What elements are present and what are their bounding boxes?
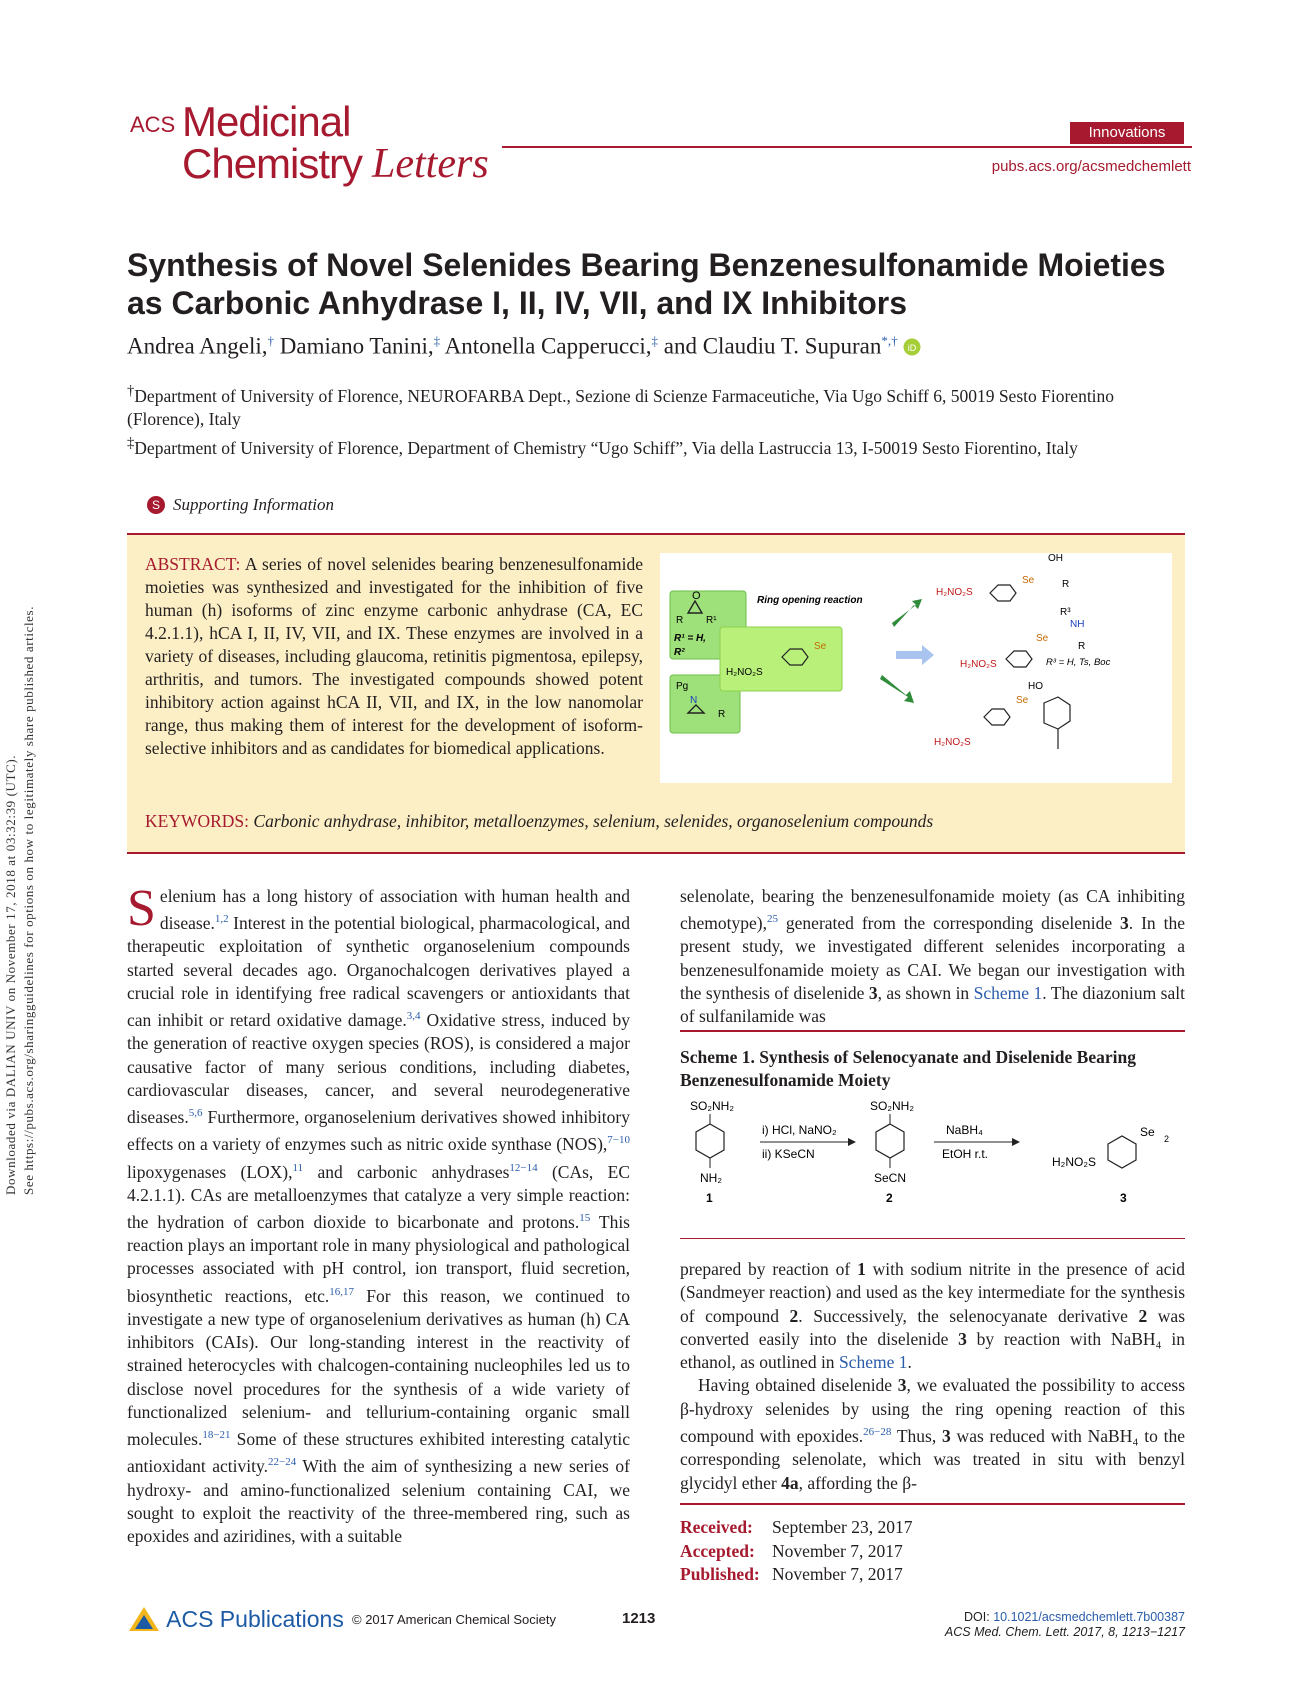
download-notice-line2: See https://pubs.acs.org/sharingguidelines for options on how to legitimately share published articles.	[21, 605, 36, 1195]
citation-link[interactable]: 18−21	[202, 1429, 231, 1442]
author-name[interactable]: Antonella Capperucci,	[444, 333, 652, 359]
citation-link[interactable]: 3,4	[406, 1010, 421, 1023]
epoxide-r1: R¹	[706, 615, 717, 626]
dropcap: S	[127, 880, 156, 937]
abstract-text	[145, 553, 643, 760]
scheme-link[interactable]: Scheme 1	[973, 983, 1043, 1004]
abstract-heading: ABSTRACT:	[145, 554, 241, 574]
citation-link[interactable]: 7−10	[607, 1134, 630, 1147]
supporting-info-icon: S	[147, 496, 165, 514]
accepted-date: Accepted: November 7, 2017	[680, 1540, 903, 1561]
arrow-right-icon	[896, 645, 934, 665]
cmp1-ring	[696, 1124, 724, 1158]
product1-r: R	[1062, 579, 1070, 590]
affiliation-mark: ‡	[127, 435, 135, 451]
cmp1-num: 1	[706, 1191, 713, 1205]
cmp2-num: 2	[886, 1191, 893, 1205]
journal-logo-medicinal: Medicinal	[182, 98, 351, 145]
abstract-body: A series of novel selenides bearing benzenesulfonamide moieties was synthesized and investigated for the inhibition of five human (h) isoforms of zinc enzyme carbonic anhydrase (CA, EC 4.2.1.1), hCA I, II, IV, VII, and IX. These enzymes are involved in a variety of diseases, including glaucoma, retinitis pigmentosa, epilepsy, arthritis, and tumors. The investigated compounds showed potent inhibitory action against hCA II, VII, and IX, in the low nanomolar range, thus making them of interest for the development of isoform-selective inhibitors and as candidates for biomedical applications.	[145, 554, 643, 758]
ring-opening-label: Ring opening reaction	[757, 595, 863, 606]
published-date: Published: November 7, 2017	[680, 1564, 903, 1584]
citation-link[interactable]: 25	[766, 913, 778, 926]
citation-link[interactable]: 26−28	[863, 1426, 892, 1439]
affiliation-mark: †	[127, 383, 135, 399]
author-list	[127, 333, 921, 360]
product2-r: R	[1078, 641, 1086, 652]
download-notice	[2, 515, 38, 1195]
journal-url-link[interactable]: pubs.acs.org/acsmedchemlett	[991, 158, 1191, 175]
citation: ACS Med. Chem. Lett. 2017, 8, 1213−1217	[944, 1625, 1185, 1639]
author-affiliation-mark: †	[267, 333, 275, 348]
product3-h2no2s: H₂NO₂S	[934, 737, 971, 748]
citation-link[interactable]: 22−24	[267, 1456, 297, 1469]
orcid-icon[interactable]	[903, 338, 921, 356]
product1-h2no2s: H₂NO₂S	[936, 587, 973, 598]
cmp3-left: H₂NO₂S	[1052, 1155, 1096, 1169]
author-affiliation-mark: ‡	[651, 333, 658, 348]
dates-rule	[680, 1503, 1185, 1505]
author-name[interactable]: and Claudiu T. Supuran	[663, 333, 882, 359]
product1-ring	[990, 585, 1016, 601]
doi-link[interactable]: 10.1021/acsmedchemlett.7b00387	[993, 1610, 1185, 1624]
svg-text:iD: iD	[908, 342, 917, 353]
product3-se: Se	[1016, 695, 1029, 706]
scheme-figure	[680, 1100, 1185, 1220]
cmp2-bottom: SeCN	[874, 1171, 907, 1185]
epoxide-o: O	[692, 590, 701, 602]
copyright: © 2017 American Chemical Society	[352, 1612, 556, 1627]
product1-se: Se	[1022, 575, 1035, 586]
step1-a: i) HCl, NaNO₂	[762, 1123, 837, 1137]
scheme-rule	[680, 1030, 1185, 1032]
journal-logo-acs: ACS	[130, 112, 176, 137]
citation-link[interactable]: 1,2	[214, 913, 229, 926]
article-type-badge: Innovations	[1070, 122, 1184, 144]
step2-arrowhead	[1012, 1138, 1020, 1146]
step1-b: ii) KSeCN	[762, 1147, 815, 1161]
toc-graphic	[660, 553, 1172, 783]
affiliation: ‡Department of University of Florence, Department of Chemistry “Ugo Schiff”, Via della Lastruccia 13, I-50019 Sesto Fiorentino, Italy	[127, 435, 1078, 458]
acs-triangle-icon	[127, 1605, 161, 1633]
cmp1-top: SO₂NH₂	[690, 1100, 734, 1113]
citation-link[interactable]: 15	[579, 1212, 591, 1224]
abstract-box	[127, 533, 1185, 854]
acs-publications-logo[interactable]	[127, 1605, 344, 1633]
selenolate-box	[720, 627, 842, 691]
aziridine-r: R	[718, 709, 726, 720]
supporting-info-label: Supporting Information	[173, 495, 335, 514]
product1-oh: OH	[1048, 553, 1063, 564]
keywords	[145, 811, 933, 832]
article-title: Synthesis of Novel Selenides Bearing Benzenesulfonamide Moieties as Carbonic Anhydrase I, II, IV, VII, and IX Inhibitors	[127, 247, 1166, 321]
cmp1-bottom: NH₂	[700, 1171, 722, 1185]
scheme-caption: Scheme 1. Synthesis of Selenocyanate and Diselenide Bearing Benzenesulfonamide Moiety	[680, 1047, 1136, 1090]
selenolate-label: H₂NO₂S	[726, 667, 763, 678]
cmp2-top: SO₂NH₂	[870, 1100, 914, 1113]
citation-link[interactable]: 5,6	[188, 1107, 203, 1120]
product2-nh: NH	[1070, 619, 1085, 630]
product2-ring	[1006, 651, 1032, 667]
scheme-link[interactable]: Scheme 1	[838, 1352, 908, 1373]
epoxide-r2: R²	[674, 647, 685, 658]
product2-r3-def: R³ = H, Ts, Boc	[1046, 657, 1111, 668]
page-number: 1213	[622, 1610, 656, 1627]
supporting-info-link[interactable]	[147, 495, 334, 515]
epoxide-r: R	[676, 615, 684, 626]
publisher-name: ACS Publications	[166, 1606, 344, 1632]
selenolate-se: Se	[814, 641, 827, 652]
aziridine-n: N	[690, 695, 698, 706]
product3-cyclohexane	[1044, 697, 1070, 729]
scheme-rule	[680, 1238, 1185, 1239]
journal-logo-chemistry: Chemistry	[182, 140, 363, 187]
cmp3-ring	[1108, 1136, 1136, 1168]
product2-h2no2s: H₂NO₂S	[960, 659, 997, 670]
cmp3-num: 3	[1120, 1191, 1127, 1205]
journal-logo-letters: Letters	[372, 141, 489, 187]
arrow-down-icon	[880, 675, 914, 703]
header-rule	[502, 146, 1192, 148]
affiliation: †Department of University of Florence, NEUROFARBA Dept., Sezione di Scienze Farmaceutiche, Via Ugo Schiff 6, 50019 Sesto Fiorentino (Florence), Italy	[127, 383, 1115, 429]
product3-ho: HO	[1028, 681, 1043, 692]
body-column-right-bottom: prepared by reaction of 1 with sodium nitrite in the presence of acid (Sandmeyer reaction) and used as the key intermediate for the synthesis of compound 2. Successively, the selenocyanate derivative 2 was converted easily into the diselenide 3 by reaction with NaBH₄ in ethanol, as outlined in Scheme 1. Having obtained diselenide 3, we evaluated the possibility to access β-hydroxy selenides by using the ring opening reaction of this compound with epoxides.$^{26-28}$ Thus, 3 was reduced with NaBH₄ to the corresponding selenolate, which was treated in situ with benzyl glycidyl ether 4a, affording the β-	[680, 1259, 1186, 1493]
body-column-left: Selenium has a long history of association with human health and disease.$^{1,2}$ Interest in the potential biological, pharmacological, and therapeutic exploitation of synthetic organoselenium compounds started several decades ago. Organochalcogen derivatives played a crucial role in identifying free radical scavengers or antioxidants that can inhibit or retard oxidative damage.$^{3,4}$ Oxidative stress, induced by the generation of reactive oxygen species (ROS), is considered a major causative factor of many serious conditions, including diabetes, cardiovascular diseases, cancer, and several neurodegenerative diseases.$^{5,6}$ Furthermore, organoselenium derivatives showed inhibitory effects on a variety of enzymes such as nitric oxide synthase (NOS),$^{7-10}$ lipoxygenases (LOX),$^{11}$ and carbonic anhydrases$^{12-14}$ (CAs, EC 4.2.1.1). CAs are metalloenzymes that catalyze a very simple reaction: the hydration of carbon dioxide to bicarbonate and protons.$^{15}$ This reaction plays an important role in many physiological and pathological processes associated with pH control, ion transport, fluid secretion, biosynthetic reactions, etc.$^{16,17}$ For this reason, we continued to investigate a new type of organoselenium derivatives as human (h) CA inhibitors (CAIs). Our long-standing interest in the reactivity of strained heterocycles with chalcogen-containing nucleophiles led us to disclose novel procedures for the synthesis of a wide variety of functionalized selenium- and tellurium-containing organic small molecules.$^{18-21}$ Some of these structures exhibited interesting catalytic antioxidant activity.$^{22-24}$ With the aim of synthesizing a new series of hydroxy- and amino-functionalized selenium containing CAI, we sought to exploit the reactivity of the three-membered ring, such as epoxides and aziridines, with a suitable	[127, 880, 631, 1547]
epoxide-r-assign: R¹ = H,	[674, 633, 706, 644]
body-column-right-top: selenolate, bearing the benzenesulfonamide moiety (as CA inhibiting chemotype),$^{25}$ generated from the corresponding diselenide 3. In the present study, we investigated different selenides incorporating a benzenesulfonamide moiety as CAI. We began our investigation with the synthesis of diselenide 3, as shown in Scheme 1. The diazonium salt of sulfanilamide was	[680, 886, 1185, 1027]
cmp2-ring	[876, 1124, 904, 1158]
step1-arrowhead	[848, 1138, 856, 1146]
cmp3-right: Se	[1140, 1125, 1155, 1139]
author-affiliation-mark: ‡	[433, 333, 441, 348]
author-name[interactable]: Andrea Angeli,	[127, 333, 268, 359]
step2-a: NaBH₄	[946, 1123, 983, 1137]
keywords-heading: KEYWORDS:	[145, 811, 250, 831]
cmp3-sub: 2	[1164, 1134, 1170, 1144]
download-notice-line1: Downloaded via DALIAN UNIV on November 17, 2018 at 03:32:39 (UTC).	[3, 754, 18, 1195]
step2-b: EtOH r.t.	[942, 1147, 989, 1161]
author-name[interactable]: Damiano Tanini,	[279, 333, 434, 359]
citation-link[interactable]: 16,17	[329, 1285, 355, 1298]
product2-r3: R³	[1060, 607, 1071, 618]
citation-link[interactable]: 11	[292, 1161, 304, 1174]
received-date: Received: September 23, 2017	[680, 1517, 913, 1537]
doi-block: DOI: 10.1021/acsmedchemlett.7b00387 ACS Med. Chem. Lett. 2017, 8, 1213−1217	[944, 1610, 1185, 1639]
article-dates	[680, 1516, 912, 1587]
aziridine-pg: Pg	[676, 681, 689, 692]
product3-ring	[984, 709, 1010, 725]
product2-se: Se	[1036, 633, 1049, 644]
arrow-up-icon	[892, 599, 922, 627]
author-affiliation-mark: *,†	[881, 333, 898, 348]
citation-link[interactable]: 12−14	[509, 1161, 538, 1174]
keywords-list: Carbonic anhydrase, inhibitor, metalloenzymes, selenium, selenides, organoselenium compounds	[253, 811, 934, 831]
